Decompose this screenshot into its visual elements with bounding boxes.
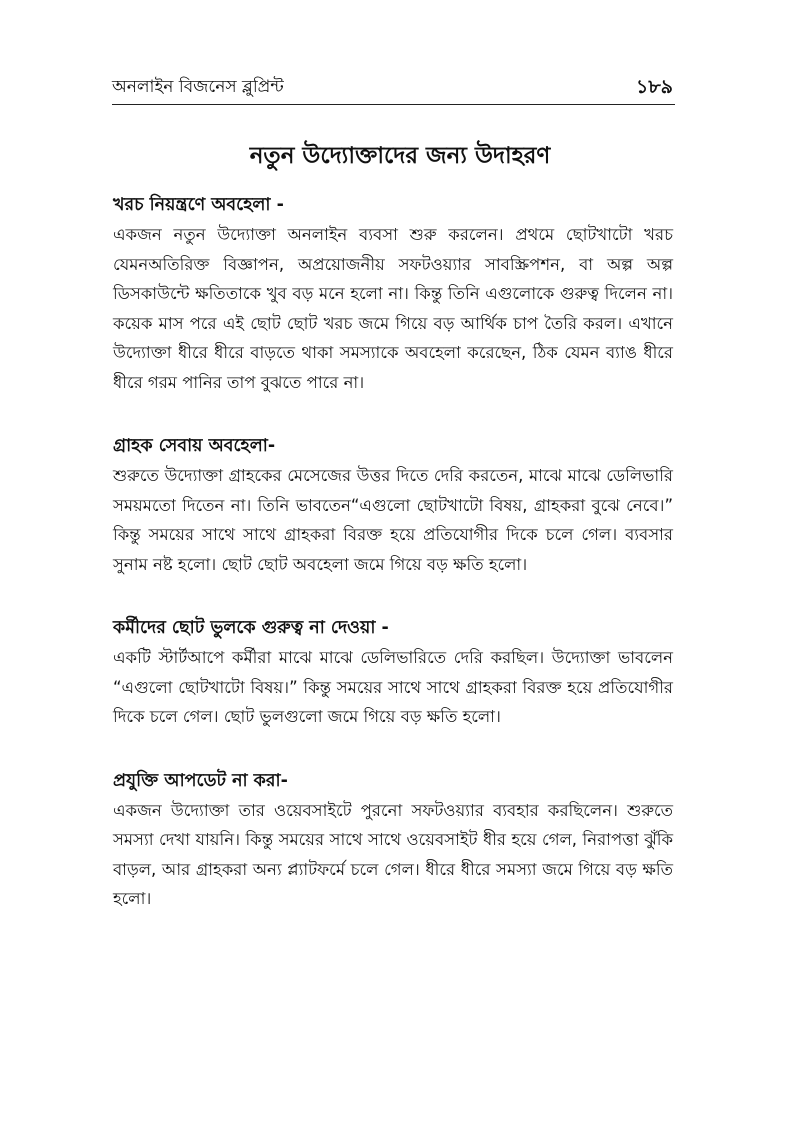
page-content <box>113 190 673 948</box>
section-paragraph: একজন উদ্যোক্তা তার ওয়েবসাইটে পুরনো সফটওয়্যার ব্যবহার করছিলেন। শুরুতে সমস্যা দেখা যায়নি। কিন্তু সময়ের সাথে সাথে ওয়েবসাইট ধীর হয়ে গেল, নিরাপত্তা ঝুঁকি বাড়ল, আর গ্রাহকরা অন্য প্ল্যাটফর্মে চলে গেল। ধীরে ধীরে সমস্যা জমে গিয়ে বড় ক্ষতি হলো। <box>113 800 673 908</box>
section-customer-service <box>113 431 673 579</box>
running-header <box>112 70 675 105</box>
section-paragraph: একটি স্টার্টআপে কর্মীরা মাঝে মাঝে ডেলিভারিতে দেরি করছিল। উদ্যোক্তা ভাবলেন “এগুলো ছোটখাটো বিষয়।” কিন্তু সময়ের সাথে সাথে গ্রাহকরা বিরক্ত হয়ে প্রতিযোগীর দিকে চলে গেল। ছোট ভুলগুলো জমে গিয়ে বড় ক্ষতি হলো। <box>113 648 673 726</box>
section-heading: প্রযুক্তি আপডেট না করা- <box>113 770 288 791</box>
chapter-title: নতুন উদ্যোক্তাদের জন্য উদাহরণ <box>249 143 551 170</box>
section-paragraph: একজন নতুন উদ্যোক্তা অনলাইন ব্যবসা শুরু করলেন। প্রথমে ছোটখাটো খরচ যেমনঅতিরিক্ত বিজ্ঞাপন, অপ্রয়োজনীয় সফটওয়্যার সাবস্ক্রিপশন, বা অল্প অল্প ডিসকাউন্টে ক্ষতিতাকে খুব বড় মনে হলো না। কিন্তু তিনি এগুলোকে গুরুত্ব দিলেন না। কয়েক মাস পরে এই ছোট ছোট খরচ জমে গিয়ে বড় আর্থিক চাপ তৈরি করল। এখানে উদ্যোক্তা ধীরে ধীরে বাড়তে থাকা সমস্যাকে অবহেলা করেছেন, ঠিক যেমন ব্যাঙ ধীরে ধীরে গরম পানির তাপ বুঝতে পারে না। <box>113 225 673 392</box>
section-employee-mistakes <box>113 613 673 732</box>
section-heading: খরচ নিয়ন্ত্রণে অবহেলা - <box>113 195 284 215</box>
page-number: ১৮৯ <box>636 76 673 98</box>
section-heading: গ্রাহক সেবায় অবহেলা- <box>113 436 276 456</box>
section-cost-control <box>113 190 673 397</box>
section-technology-update <box>113 766 673 914</box>
running-title: অনলাইন বিজনেস ব্লুপ্রিন্ট <box>112 77 284 97</box>
section-paragraph: শুরুতে উদ্যোক্তা গ্রাহকের মেসেজের উত্তর দিতে দেরি করতেন, মাঝে মাঝে ডেলিভারি সময়মতো দিতেন না। তিনি ভাবতেন“এগুলো ছোটখাটো বিষয়, গ্রাহকরা বুঝে নেবে।” কিন্তু সময়ের সাথে সাথে গ্রাহকরা বিরক্ত হয়ে প্রতিযোগীর দিকে চলে গেল। ব্যবসার সুনাম নষ্ট হলো। ছোট ছোট অবহেলা জমে গিয়ে বড় ক্ষতি হলো। <box>113 466 673 574</box>
section-heading: কর্মীদের ছোট ভুলকে গুরুত্ব না দেওয়া - <box>113 618 389 638</box>
